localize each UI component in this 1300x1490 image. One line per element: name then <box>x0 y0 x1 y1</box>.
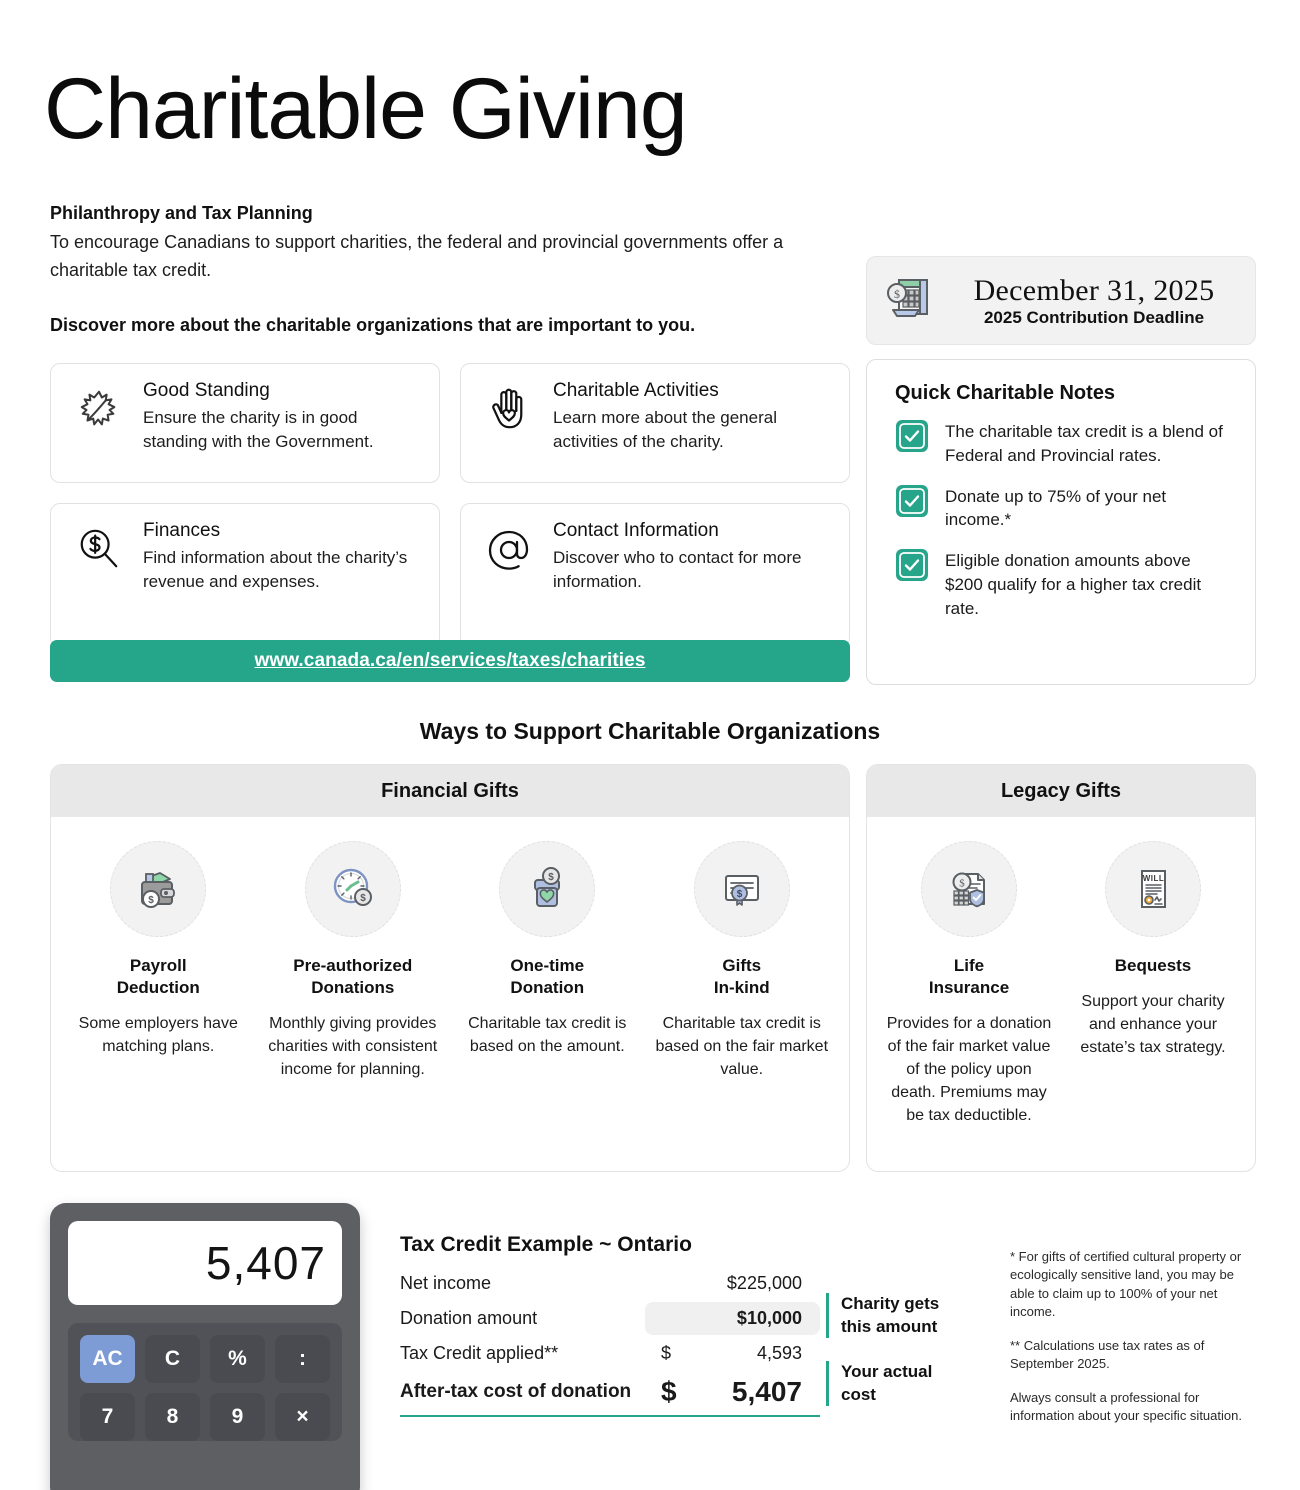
certificate-seal-icon <box>694 841 790 937</box>
tax-row-label: Tax Credit applied** <box>400 1343 559 1363</box>
gift-desc: Some employers have matching plans. <box>78 1015 238 1056</box>
gift-name: One-time Donation <box>510 956 585 998</box>
gift-payroll-deduction <box>61 841 256 1082</box>
gift-desc: Monthly giving provides charities with consistent income for planning. <box>268 1015 438 1078</box>
tax-row-currency: $ <box>661 1376 677 1407</box>
tax-credit-example <box>400 1233 820 1417</box>
tax-row-value <box>645 1376 820 1408</box>
footnote-asterisk: * For gifts of certified cultural property or ecologically sensitive land, you may be able to claim up to 100% of your net income. <box>1010 1249 1242 1320</box>
wallet-cash-icon <box>110 841 206 937</box>
calculator-display <box>68 1221 342 1305</box>
calculator-key-ac[interactable]: AC <box>80 1335 135 1383</box>
tax-row-donation-amount <box>400 1301 820 1336</box>
calculator-key-8[interactable]: 8 <box>145 1393 200 1441</box>
callout-your-actual-cost <box>826 1361 932 1406</box>
tax-row-tax-credit <box>400 1336 820 1371</box>
contribution-deadline-card <box>866 256 1256 345</box>
donation-box-heart-icon <box>499 841 595 937</box>
footnote-disclaimer: Always consult a professional for information about your specific situation. <box>1010 1389 1242 1424</box>
intro-body: To encourage Canadians to support charities, the federal and provincial governments offer a charitable tax credit. <box>50 232 784 281</box>
intro-block <box>50 203 840 336</box>
gift-name: Bequests <box>1114 956 1192 975</box>
will-document-icon <box>1105 841 1201 937</box>
tax-total-underline <box>400 1415 820 1417</box>
insurance-policy-icon <box>921 841 1017 937</box>
tax-row-label: Net income <box>400 1273 492 1293</box>
tax-row-after-tax-cost <box>400 1371 820 1413</box>
gift-one-time-donation <box>450 841 645 1082</box>
callout-text: Your actual cost <box>841 1362 933 1404</box>
calculator-keypad <box>68 1323 342 1441</box>
quick-note-text: The charitable tax credit is a blend of Federal and Provincial rates. <box>945 422 1223 465</box>
tax-example-title: Tax Credit Example ~ Ontario <box>400 1233 692 1256</box>
gift-desc: Provides for a donation of the fair market value of the policy upon death. Premiums may be tax deductible. <box>886 1015 1052 1124</box>
info-card-title: Charitable Activities <box>553 380 719 401</box>
svg-text:WILL: WILL <box>1142 874 1165 883</box>
canada-charities-url-link[interactable]: www.canada.ca/en/services/taxes/charities <box>50 640 850 682</box>
check-icon <box>895 548 929 582</box>
info-card-title: Good Standing <box>143 380 270 401</box>
calculator-key-divide[interactable]: : <box>275 1335 330 1383</box>
calculator-key-percent[interactable]: % <box>210 1335 265 1383</box>
at-sign-icon <box>479 520 539 574</box>
calculator-key-7[interactable]: 7 <box>80 1393 135 1441</box>
tax-row-value <box>645 1302 820 1335</box>
tax-row-amount: 4,593 <box>756 1343 802 1363</box>
quick-charitable-notes-card <box>866 359 1256 685</box>
quick-note-text: Donate up to 75% of your net income.* <box>945 486 1167 530</box>
footnote-double-asterisk: ** Calculations use tax rates as of September 2025. <box>1010 1337 1205 1372</box>
svg-text:$: $ <box>148 895 155 906</box>
calculator-graphic <box>50 1203 360 1490</box>
financial-gifts-panel <box>50 764 850 1172</box>
info-card-desc: Ensure the charity is in good standing with the Government. <box>143 408 374 452</box>
tax-row-currency: $ <box>661 1343 672 1363</box>
calculator-key-9[interactable]: 9 <box>210 1393 265 1441</box>
info-card-title: Finances <box>143 520 221 541</box>
check-icon <box>895 484 929 518</box>
tax-row-value <box>645 1343 820 1364</box>
maple-leaf-icon <box>69 380 129 432</box>
calculator-key-c[interactable]: C <box>145 1335 200 1383</box>
page-title: Charitable Giving <box>44 61 687 157</box>
tax-row-value: $225,000 <box>726 1273 802 1293</box>
info-card-good-standing[interactable] <box>50 363 440 483</box>
svg-text:$: $ <box>359 893 366 904</box>
tax-row-amount: 10,000 <box>746 1308 802 1328</box>
quick-note-item <box>895 484 1233 533</box>
calculator-key-multiply[interactable]: × <box>275 1393 330 1441</box>
info-card-desc: Find information about the charity’s revenue and expenses. <box>143 548 408 592</box>
svg-text:$: $ <box>548 872 555 883</box>
info-card-finances[interactable] <box>50 503 440 648</box>
intro-cta: Discover more about the charitable organizations that are important to you. <box>50 314 696 335</box>
info-card-desc: Learn more about the general activities of the charity. <box>553 408 777 452</box>
quick-note-text: Eligible donation amounts above $200 qualify for a higher tax credit rate. <box>945 551 1202 618</box>
legacy-gifts-panel <box>866 764 1256 1172</box>
hand-heart-icon <box>479 380 539 432</box>
gift-name: Life Insurance <box>928 956 1010 998</box>
quick-note-item <box>895 548 1233 620</box>
deadline-date: December 31, 2025 <box>973 273 1215 307</box>
svg-text:$: $ <box>959 877 965 890</box>
info-card-contact-information[interactable] <box>460 503 850 648</box>
tax-row-amount: 5,407 <box>731 1376 802 1407</box>
charity-info-cards <box>50 363 850 648</box>
gift-desc: Support your charity and enhance your estate’s tax strategy. <box>1080 993 1226 1056</box>
tax-row-net-income <box>400 1266 820 1301</box>
gift-bequests <box>1061 841 1245 1128</box>
callout-charity-gets <box>826 1293 939 1338</box>
legacy-gifts-header: Legacy Gifts <box>867 765 1255 817</box>
footnotes <box>1010 1248 1258 1441</box>
gift-name: Gifts In-kind <box>713 956 770 998</box>
tax-row-currency: $ <box>736 1308 747 1328</box>
gift-gifts-in-kind <box>645 841 840 1082</box>
svg-text:$: $ <box>894 287 900 301</box>
gift-desc: Charitable tax credit is based on the fair market value. <box>655 1015 829 1078</box>
financial-gifts-header: Financial Gifts <box>51 765 849 817</box>
quick-notes-title: Quick Charitable Notes <box>895 382 1116 404</box>
tax-row-label: Donation amount <box>400 1308 538 1328</box>
quick-note-item <box>895 419 1233 468</box>
ways-to-support-heading: Ways to Support Charitable Organizations <box>419 718 881 744</box>
gift-life-insurance <box>877 841 1061 1128</box>
clock-coin-icon <box>305 841 401 937</box>
calculator-display-value: 5,407 <box>205 1237 326 1289</box>
info-card-desc: Discover who to contact for more information. <box>553 548 802 592</box>
gift-preauthorized-donations <box>256 841 451 1082</box>
info-card-title: Contact Information <box>553 520 719 541</box>
calendar-coin-icon <box>883 272 935 329</box>
svg-text:$: $ <box>736 889 743 900</box>
intro-heading: Philanthropy and Tax Planning <box>50 203 313 223</box>
gift-name: Pre-authorized Donations <box>293 956 413 998</box>
gift-name: Payroll Deduction <box>116 956 200 998</box>
deadline-subtitle: 2025 Contribution Deadline <box>983 307 1205 327</box>
info-card-charitable-activities[interactable] <box>460 363 850 483</box>
check-icon <box>895 419 929 453</box>
magnifier-dollar-icon <box>69 520 129 572</box>
tax-row-label: After-tax cost of donation <box>400 1381 632 1402</box>
gift-desc: Charitable tax credit is based on the amount. <box>468 1015 627 1056</box>
callout-text: Charity gets this amount <box>841 1294 940 1336</box>
